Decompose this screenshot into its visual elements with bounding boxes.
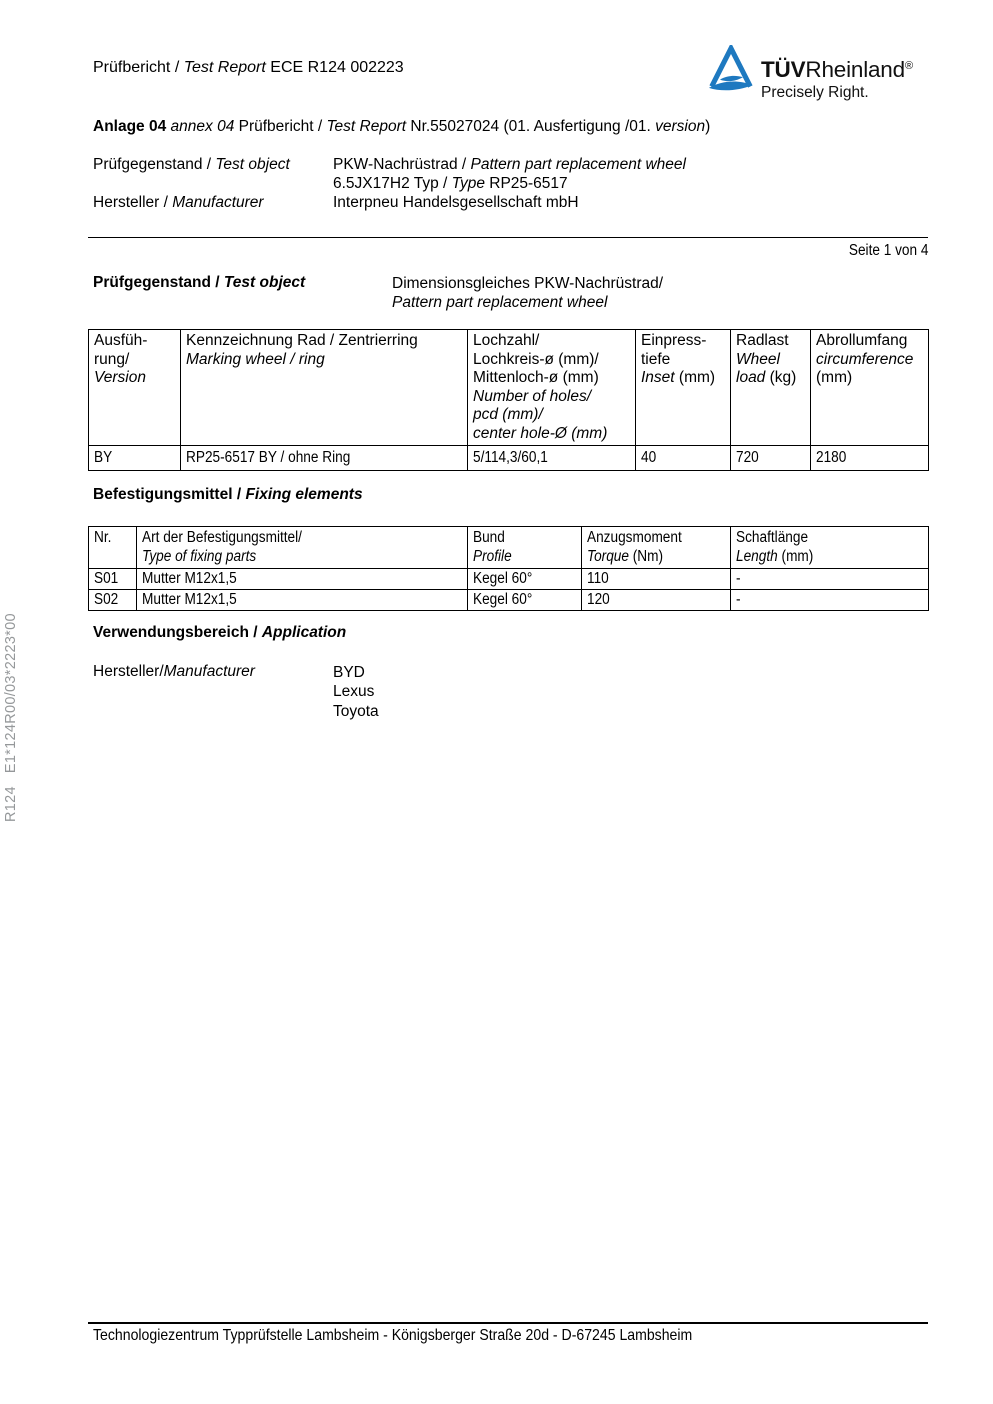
cell-nr-text: S01 [94,570,119,587]
wheel-table-header-row [89,330,929,446]
manufacturer-item: Toyota [333,702,379,720]
cell-nr-text: S02 [94,591,119,608]
section-heading-test-object: Prüfgegenstand / Test object [93,274,306,291]
cell-profile [468,569,582,590]
column-header-length-text: Schaftlänge Length (mm) [736,529,814,565]
column-header-circumference: Abrollumfang circumference (mm) [811,330,929,446]
section-heading-fixing-elements: Befestigungsmittel / Fixing elements [93,486,363,503]
header-divider [88,237,928,238]
column-header-torque [582,527,731,569]
section-heading-application: Verwendungsbereich / Application [93,624,347,641]
cell-version [89,446,181,471]
page-number-text: Seite 1 von 4 [848,242,928,259]
column-header-inset: Einpress- tiefe Inset (mm) [636,330,731,446]
document-title: Prüfbericht / Test Report ECE R124 002223 [93,59,404,76]
column-header-wheel-load: Radlast Wheel load (kg) [731,330,811,446]
test-object-description: Dimensionsgleiches PKW-Nachrüstrad/ Pattern part replacement wheel [392,275,664,311]
column-header-fixing-type-text: Art der Befestigungsmittel/ Type of fixing parts [142,529,302,565]
column-header-marking: Kennzeichnung Rad / Zentrierring Marking wheel / ring [181,330,468,446]
cell-length [731,590,929,611]
tuv-rheinland-logo [708,45,913,102]
cell-fixing-type [137,569,468,590]
test-object-value: PKW-Nachrüstrad / Pattern part replacement wheel 6.5JX17H2 Typ / Type RP25-6517 [333,156,686,192]
cell-wheel-load [731,446,811,471]
application-manufacturer-label: Hersteller/Manufacturer [93,663,255,680]
manufacturer-item: Lexus [333,683,375,701]
logo-text-block [761,45,913,102]
column-header-length [731,527,929,569]
cell-nr [89,590,137,611]
cell-inset-text: 40 [641,449,657,466]
cell-profile [468,590,582,611]
logo-brand-rheinland: Rheinland [805,57,905,82]
cell-length-text: - [736,591,741,608]
cell-version-text: BY [94,449,113,466]
cell-torque [582,590,731,611]
column-header-nr [89,527,137,569]
page-number [88,242,928,260]
column-header-torque-text: Anzugsmoment Torque (Nm) [587,529,682,565]
fixing-table-row-s01 [89,569,929,590]
manufacturer-value: Interpneu Handelsgesellschaft mbH [333,194,579,211]
logo-brand-tuv: TÜV [761,57,806,82]
cell-marking-text: RP25-6517 BY / ohne Ring [186,449,351,466]
cell-nr [89,569,137,590]
annex-title-line: Anlage 04 annex 04 Prüfbericht / Test Report Nr.55027024 (01. Ausfertigung /01. version) [93,118,711,135]
footer-address [93,1327,774,1345]
column-header-nr-text: Nr. [94,529,112,546]
cell-torque [582,569,731,590]
test-object-label: Prüfgegenstand / Test object [93,156,290,173]
cell-circumference [811,446,929,471]
application-manufacturer-list [333,663,379,721]
cell-length [731,569,929,590]
column-header-holes: Lochzahl/ Lochkreis-ø (mm)/ Mittenloch-ø (mm) Number of holes/ pcd (mm)/ center hole-Ø (mm) [468,330,636,446]
cell-holes-text: 5/114,3/60,1 [473,449,548,466]
cell-length-text: - [736,570,741,587]
wheel-table-row [89,446,929,471]
cell-profile-text: Kegel 60° [473,570,533,587]
column-header-fixing-type [137,527,468,569]
cell-torque-text: 110 [587,570,609,587]
fixing-table-row-s02 [89,590,929,611]
cell-marking [181,446,468,471]
footer-address-text: Technologiezentrum Typprüfstelle Lambsheim - Königsberger Straße 20d - D-67245 Lambsheim [93,1327,693,1344]
cell-torque-text: 120 [587,591,610,608]
cell-fixing-type-text: Mutter M12x1,5 [142,591,237,608]
manufacturer-label: Hersteller / Manufacturer [93,194,264,211]
cell-circumference-text: 2180 [816,449,847,466]
fixing-table-header-row [89,527,929,569]
logo-tagline: Precisely Right. [761,84,869,101]
cell-fixing-type-text: Mutter M12x1,5 [142,570,237,587]
manufacturer-item: BYD [333,664,365,681]
cell-inset [636,446,731,471]
cell-profile-text: Kegel 60° [473,591,533,608]
registered-trademark-icon: ® [904,60,913,72]
regulation-side-label: R124 E1*124R00/03*2223*00 [3,613,19,822]
footer-divider [88,1322,928,1324]
cell-wheel-load-text: 720 [736,449,759,466]
column-header-profile-text: Bund Profile [473,529,512,565]
cell-fixing-type [137,590,468,611]
logo-brand-text [761,53,913,83]
tuv-triangle-icon [708,45,754,93]
cell-holes [468,446,636,471]
wheel-spec-table [88,329,929,471]
fixing-elements-table [88,526,929,611]
column-header-version: Ausfüh- rung/ Version [89,330,181,446]
column-header-profile [468,527,582,569]
